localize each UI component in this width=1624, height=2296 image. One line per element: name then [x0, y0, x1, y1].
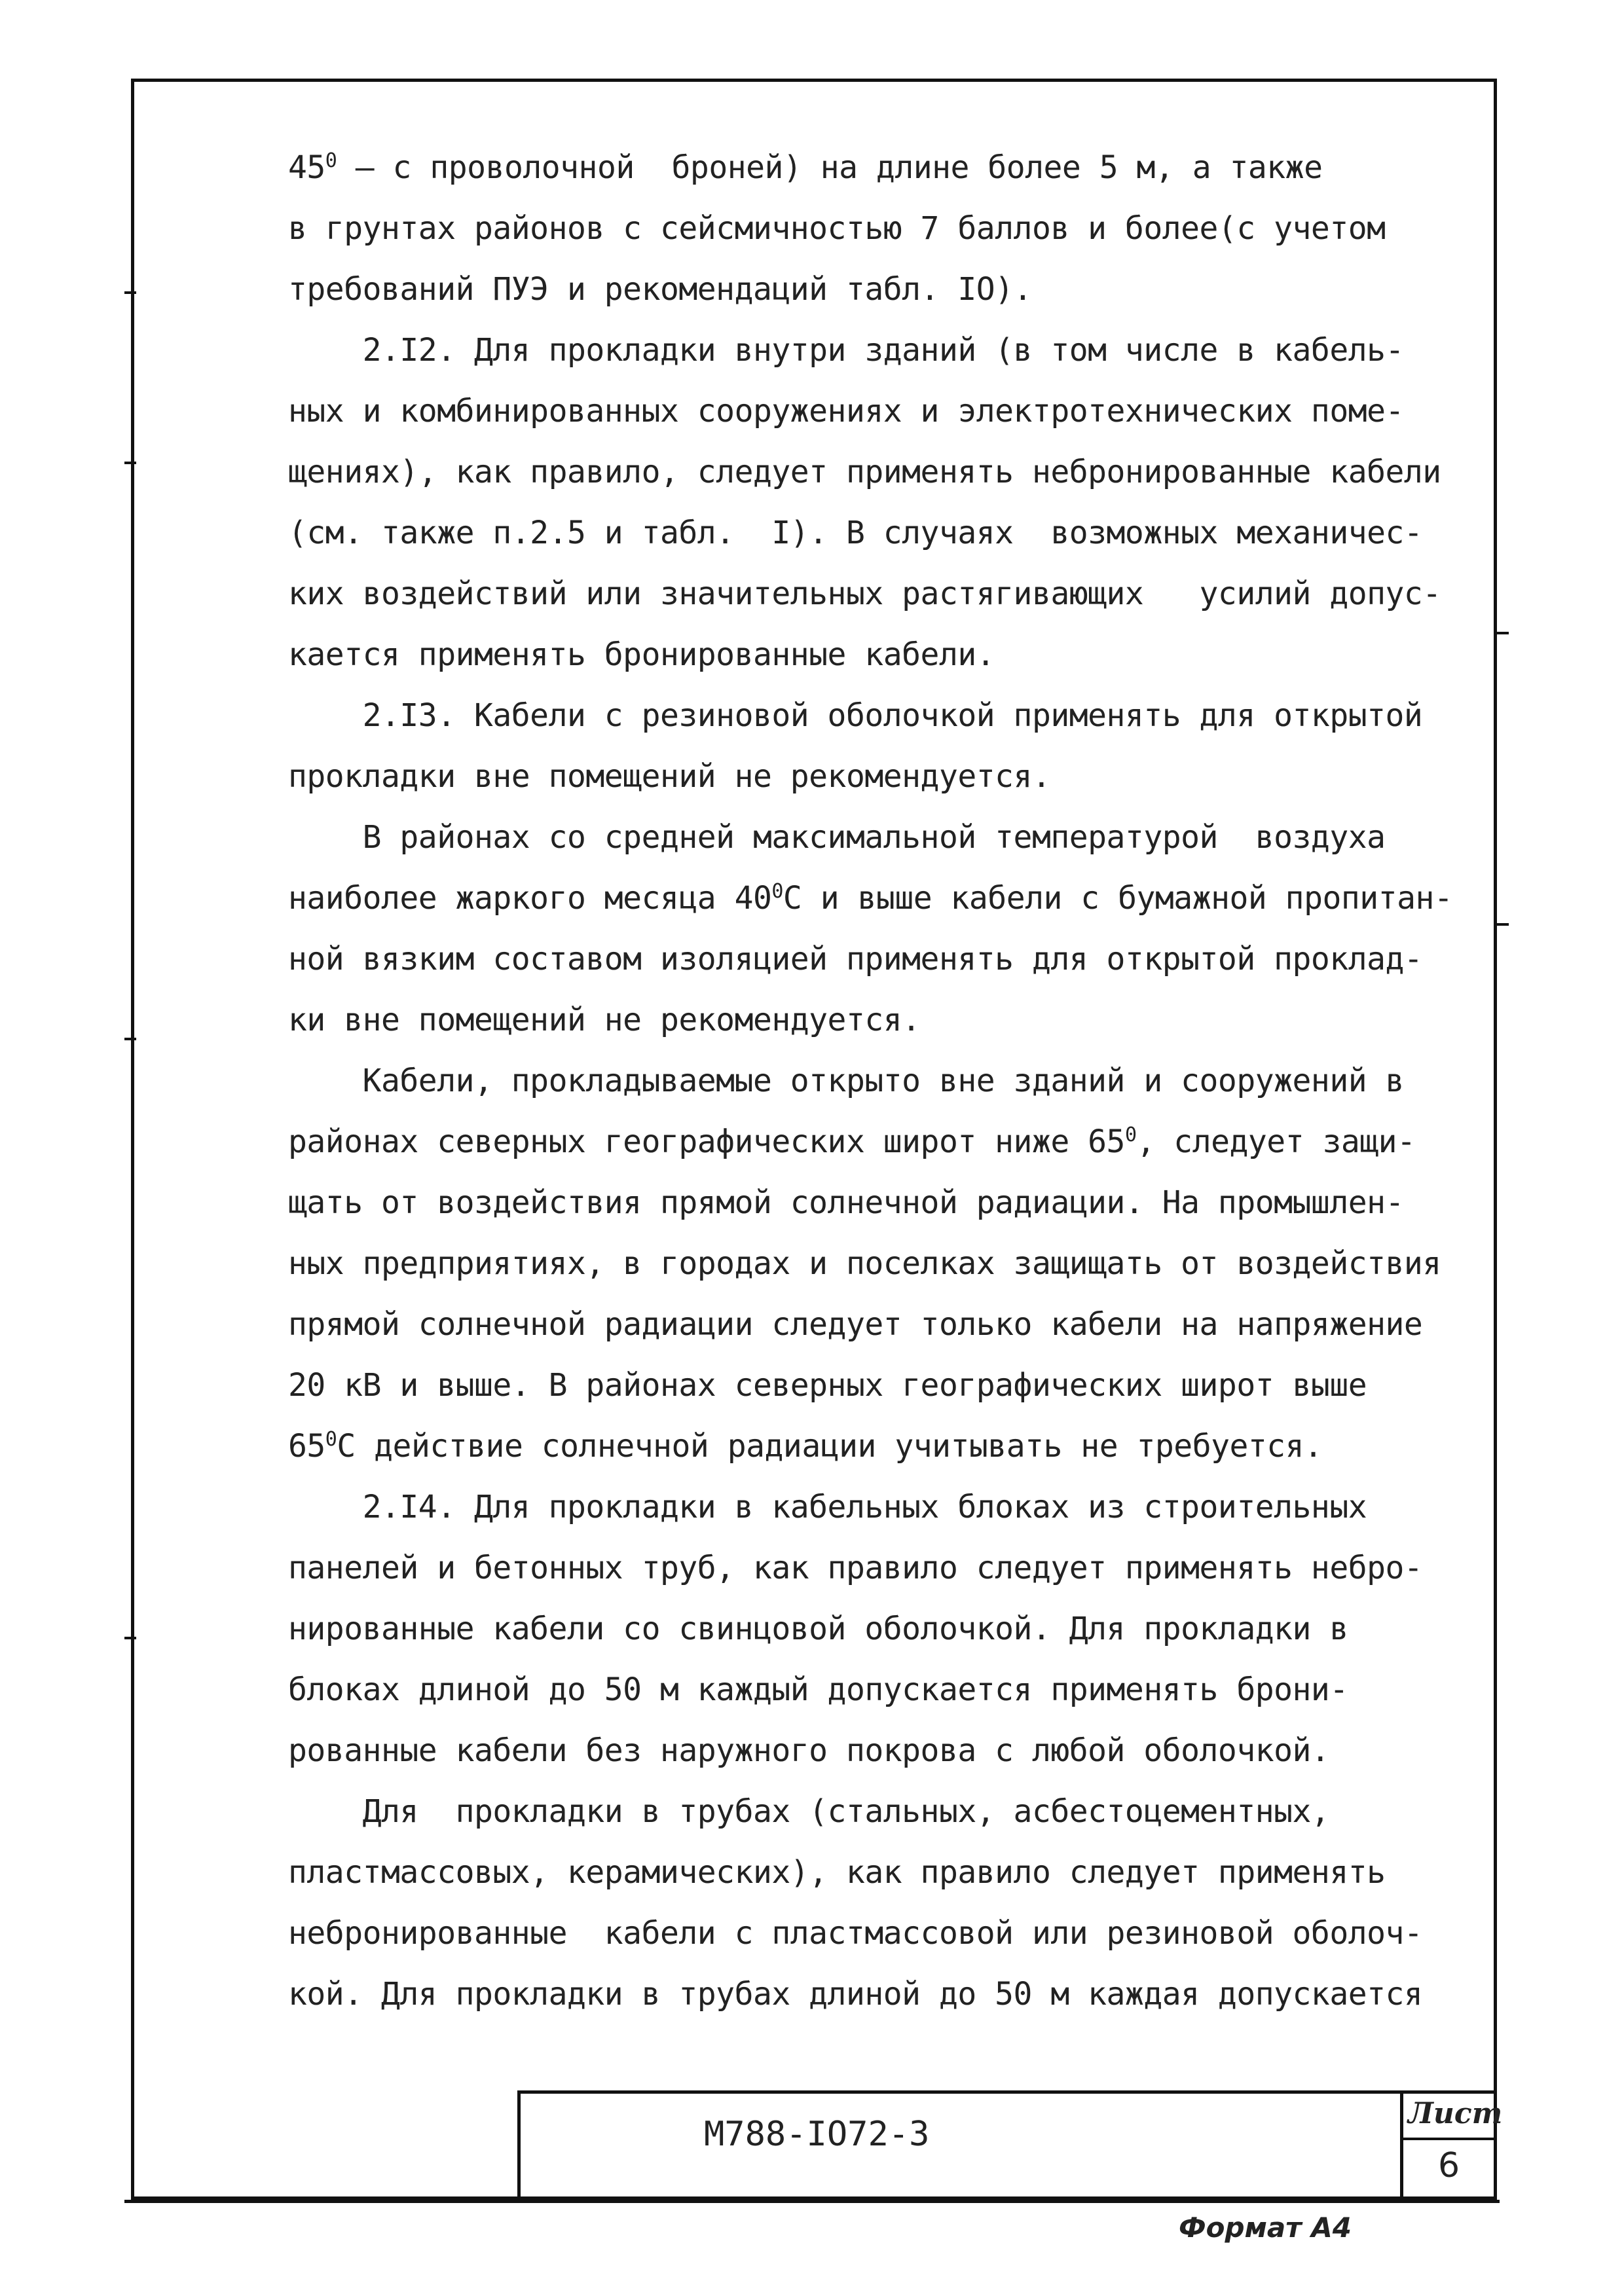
text-line: в грунтах районов с сейсмичностью 7 баллов и более(с учетом	[288, 210, 1386, 247]
text-line: кой. Для прокладки в трубах длиной до 50 м каждая допускается	[288, 1976, 1423, 2013]
text-line: $45^0$ – с проволочной броней) на длине более 5 м, а также	[288, 149, 1323, 186]
text-line: В районах со средней максимальной температурой воздуха	[288, 819, 1386, 856]
margin-tick	[124, 1637, 136, 1639]
margin-tick	[124, 291, 136, 294]
stamp-border	[1400, 2138, 1497, 2140]
stamp-border	[517, 2090, 1497, 2094]
text-line: ких воздействий или значительных растягивающих усилий допус-	[288, 575, 1441, 612]
text-line: блоках длиной до 50 м каждый допускается применять брони-	[288, 1671, 1348, 1708]
body-text	[288, 137, 1486, 2025]
document-code: М788-IO72-3	[704, 2115, 930, 2154]
text-line: Кабели, прокладываемые открыто вне зданий и сооружений в	[288, 1063, 1404, 1099]
text-line: ных и комбинированных сооружениях и электротехнических поме-	[288, 393, 1404, 429]
text-line: 2.I4. Для прокладки в кабельных блоках из строительных	[288, 1489, 1367, 1525]
text-line: щениях), как правило, следует применять небронированные кабели	[288, 454, 1441, 490]
text-line: районах северных географических широт ниже $65^0$, следует защи-	[288, 1123, 1416, 1160]
format-label: Формат А4	[1179, 2212, 1352, 2244]
text-line: прямой солнечной радиации следует только кабели на напряжение	[288, 1306, 1423, 1343]
text-line: Для прокладки в трубах (стальных, асбестоцементных,	[288, 1793, 1330, 1830]
sheet-label: Лист	[1408, 2097, 1503, 2130]
text-line: рованные кабели без наружного покрова с любой оболочкой.	[288, 1732, 1330, 1769]
text-line: наиболее жаркого месяца $40^0С$ и выше кабели с бумажной пропитан-	[288, 880, 1453, 917]
text-line: (см. также п.2.5 и табл. I). В случаях возможных механичес-	[288, 515, 1423, 551]
text-line: небронированные кабели с пластмассовой или резиновой оболоч-	[288, 1915, 1423, 1952]
text-line: нированные кабели со свинцовой оболочкой. Для прокладки в	[288, 1611, 1348, 1647]
text-line: 2.I3. Кабели с резиновой оболочкой применять для открытой	[288, 697, 1423, 734]
text-line: панелей и бетонных труб, как правило следует применять небро-	[288, 1550, 1423, 1586]
text-line: кается применять бронированные кабели.	[288, 636, 995, 673]
text-line: ных предприятиях, в городах и поселках защищать от воздействия	[288, 1245, 1441, 1282]
frame-bottom-line	[124, 2200, 1500, 2203]
text-line: требований ПУЭ и рекомендаций табл. IO).	[288, 271, 1032, 308]
stamp-border	[517, 2090, 521, 2200]
text-line: 20 кВ и выше. В районах северных географических широт выше	[288, 1367, 1367, 1404]
margin-tick	[1497, 923, 1509, 926]
text-line: пластмассовых, керамических), как правило следует применять	[288, 1854, 1386, 1891]
text-line: ной вязким составом изоляцией применять для открытой проклад-	[288, 941, 1423, 977]
text-line: $65^0С$ действие солнечной радиации учитывать не требуется.	[288, 1428, 1323, 1465]
text-line: щать от воздействия прямой солнечной радиации. На промышлен-	[288, 1184, 1404, 1221]
text-line: 2.I2. Для прокладки внутри зданий (в том числе в кабель-	[288, 332, 1404, 369]
margin-tick	[1497, 632, 1509, 634]
stamp-border	[1400, 2090, 1403, 2200]
text-line: ки вне помещений не рекомендуется.	[288, 1002, 921, 1038]
margin-tick	[124, 462, 136, 464]
margin-tick	[124, 1038, 136, 1040]
text-line: прокладки вне помещений не рекомендуется.	[288, 758, 1051, 795]
sheet-number: 6	[1438, 2146, 1460, 2185]
